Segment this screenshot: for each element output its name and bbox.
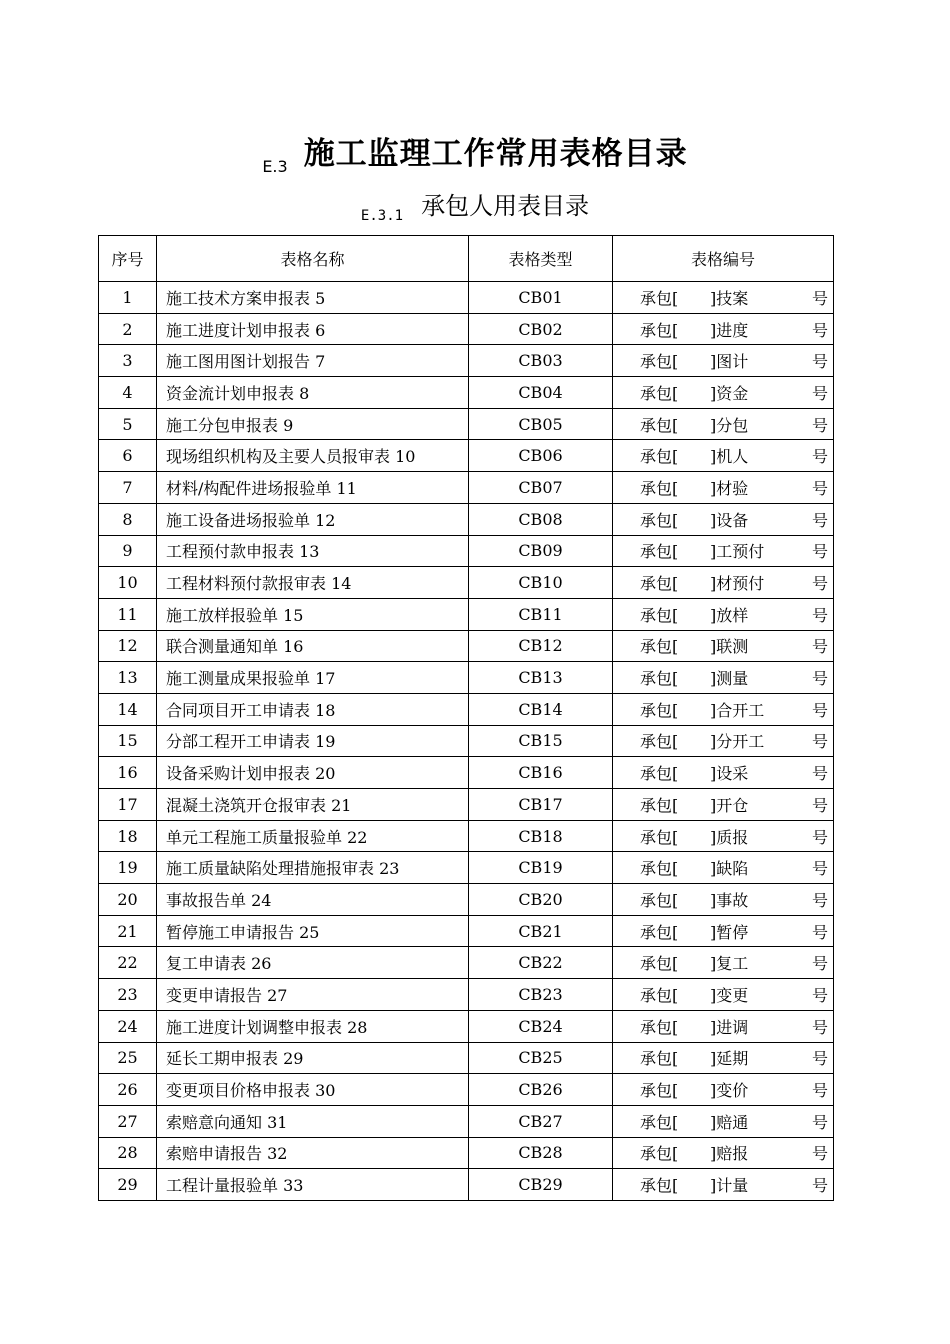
- code-suffix: 号: [811, 890, 828, 910]
- row-index: 14: [99, 693, 157, 725]
- code-suffix: 号: [811, 1081, 828, 1101]
- code-prefix: 承包[: [640, 1049, 679, 1069]
- code-prefix: 承包[: [640, 383, 679, 403]
- row-form-type: CB14: [469, 693, 613, 725]
- row-form-type: CB15: [469, 725, 613, 757]
- row-index: 22: [99, 947, 157, 979]
- row-form-code: [613, 1010, 834, 1042]
- row-form-type: CB24: [469, 1010, 613, 1042]
- code-abbr: ]质报: [710, 827, 749, 847]
- row-form-name: 暂停施工申请报告 25: [157, 915, 469, 947]
- row-form-name: 施工进度计划调整申报表 28: [157, 1010, 469, 1042]
- row-form-name: 变更申请报告 27: [157, 979, 469, 1011]
- row-index: 2: [99, 313, 157, 345]
- code-suffix: 号: [811, 985, 828, 1005]
- subtitle-section-number: E.3.1: [360, 208, 404, 224]
- code-prefix: 承包[: [640, 795, 679, 815]
- row-form-type: CB22: [469, 947, 613, 979]
- row-index: 5: [99, 408, 157, 440]
- row-form-name: 变更项目价格申报表 30: [157, 1074, 469, 1106]
- code-prefix: 承包[: [640, 288, 679, 308]
- table-row: [99, 789, 834, 821]
- row-form-name: 单元工程施工质量报验单 22: [157, 820, 469, 852]
- table-row: [99, 725, 834, 757]
- title-section-number: E.3: [262, 157, 288, 176]
- row-form-code: [613, 472, 834, 504]
- row-form-type: CB17: [469, 789, 613, 821]
- code-abbr: ]计量: [710, 1176, 749, 1196]
- row-form-code: [613, 1074, 834, 1106]
- row-form-code: [613, 947, 834, 979]
- code-suffix: 号: [811, 415, 828, 435]
- table-row: [99, 472, 834, 504]
- row-form-code: [613, 377, 834, 409]
- code-suffix: 号: [811, 859, 828, 879]
- row-form-name: 材料/构配件进场报验单 11: [157, 472, 469, 504]
- code-abbr: ]材预付: [710, 574, 765, 594]
- row-form-type: CB03: [469, 345, 613, 377]
- code-abbr: ]事故: [710, 890, 749, 910]
- row-form-code: [613, 408, 834, 440]
- row-form-name: 事故报告单 24: [157, 884, 469, 916]
- row-form-name: 工程预付款申报表 13: [157, 535, 469, 567]
- row-form-code: [613, 1169, 834, 1201]
- table-row: [99, 345, 834, 377]
- row-index: 20: [99, 884, 157, 916]
- table-row: [99, 979, 834, 1011]
- row-form-code: [613, 1105, 834, 1137]
- row-form-name: 施工质量缺陷处理措施报审表 23: [157, 852, 469, 884]
- code-suffix: 号: [811, 320, 828, 340]
- row-index: 4: [99, 377, 157, 409]
- row-index: 21: [99, 915, 157, 947]
- row-form-type: CB21: [469, 915, 613, 947]
- code-abbr: ]复工: [710, 954, 749, 974]
- code-suffix: 号: [811, 764, 828, 784]
- row-form-code: [613, 313, 834, 345]
- row-form-type: CB06: [469, 440, 613, 472]
- row-form-code: [613, 535, 834, 567]
- code-abbr: ]延期: [710, 1049, 749, 1069]
- row-form-name: 现场组织机构及主要人员报审表 10: [157, 440, 469, 472]
- row-form-name: 索赔意向通知 31: [157, 1105, 469, 1137]
- code-prefix: 承包[: [640, 542, 679, 562]
- row-form-type: CB13: [469, 662, 613, 694]
- code-abbr: ]材验: [710, 478, 749, 498]
- code-prefix: 承包[: [640, 1017, 679, 1037]
- header-form-code: 表格编号: [613, 236, 834, 282]
- row-form-name: 施工设备进场报验单 12: [157, 503, 469, 535]
- row-form-name: 施工放样报验单 15: [157, 598, 469, 630]
- table-row: [99, 1074, 834, 1106]
- section-subtitle: [0, 186, 950, 224]
- row-form-name: 资金流计划申报表 8: [157, 377, 469, 409]
- row-form-type: CB25: [469, 1042, 613, 1074]
- table-row: [99, 693, 834, 725]
- row-form-name: 合同项目开工申请表 18: [157, 693, 469, 725]
- code-prefix: 承包[: [640, 700, 679, 720]
- row-form-type: CB04: [469, 377, 613, 409]
- code-prefix: 承包[: [640, 447, 679, 467]
- row-form-code: [613, 915, 834, 947]
- code-prefix: 承包[: [640, 890, 679, 910]
- row-form-name: 施工进度计划申报表 6: [157, 313, 469, 345]
- row-index: 11: [99, 598, 157, 630]
- row-index: 7: [99, 472, 157, 504]
- code-prefix: 承包[: [640, 859, 679, 879]
- row-form-code: [613, 757, 834, 789]
- code-suffix: 号: [811, 1049, 828, 1069]
- code-suffix: 号: [811, 795, 828, 815]
- code-suffix: 号: [811, 669, 828, 689]
- row-form-type: CB01: [469, 282, 613, 314]
- code-abbr: ]技案: [710, 288, 749, 308]
- row-form-type: CB12: [469, 630, 613, 662]
- row-index: 24: [99, 1010, 157, 1042]
- row-form-type: CB23: [469, 979, 613, 1011]
- row-form-name: 工程材料预付款报审表 14: [157, 567, 469, 599]
- code-prefix: 承包[: [640, 605, 679, 625]
- row-index: 10: [99, 567, 157, 599]
- row-index: 1: [99, 282, 157, 314]
- table-row: [99, 408, 834, 440]
- table-row: [99, 820, 834, 852]
- row-form-type: CB10: [469, 567, 613, 599]
- row-index: 26: [99, 1074, 157, 1106]
- code-prefix: 承包[: [640, 510, 679, 530]
- code-abbr: ]进度: [710, 320, 749, 340]
- row-form-name: 索赔申请报告 32: [157, 1137, 469, 1169]
- code-suffix: 号: [811, 637, 828, 657]
- row-form-type: CB16: [469, 757, 613, 789]
- code-abbr: ]变更: [710, 985, 749, 1005]
- row-form-type: CB07: [469, 472, 613, 504]
- code-prefix: 承包[: [640, 764, 679, 784]
- table-row: [99, 440, 834, 472]
- code-abbr: ]测量: [710, 669, 749, 689]
- row-form-name: 施工技术方案申报表 5: [157, 282, 469, 314]
- code-suffix: 号: [811, 922, 828, 942]
- row-form-name: 联合测量通知单 16: [157, 630, 469, 662]
- row-form-type: CB18: [469, 820, 613, 852]
- code-abbr: ]合开工: [710, 700, 765, 720]
- row-form-name: 施工图用图计划报告 7: [157, 345, 469, 377]
- code-prefix: 承包[: [640, 985, 679, 1005]
- row-form-code: [613, 345, 834, 377]
- code-prefix: 承包[: [640, 922, 679, 942]
- row-form-name: 混凝土浇筑开仓报审表 21: [157, 789, 469, 821]
- code-suffix: 号: [811, 732, 828, 752]
- table-row: [99, 313, 834, 345]
- row-form-code: [613, 852, 834, 884]
- row-index: 23: [99, 979, 157, 1011]
- row-index: 25: [99, 1042, 157, 1074]
- code-abbr: ]分包: [710, 415, 749, 435]
- code-abbr: ]设采: [710, 764, 749, 784]
- header-form-type: 表格类型: [469, 236, 613, 282]
- code-abbr: ]联测: [710, 637, 749, 657]
- table-row: [99, 630, 834, 662]
- subtitle-text: 承包人用表目录: [421, 192, 590, 220]
- code-abbr: ]放样: [710, 605, 749, 625]
- row-form-code: [613, 567, 834, 599]
- code-prefix: 承包[: [640, 1112, 679, 1132]
- row-form-code: [613, 503, 834, 535]
- row-form-name: 施工分包申报表 9: [157, 408, 469, 440]
- code-suffix: 号: [811, 478, 828, 498]
- code-suffix: 号: [811, 954, 828, 974]
- row-form-type: CB29: [469, 1169, 613, 1201]
- row-form-type: CB08: [469, 503, 613, 535]
- code-suffix: 号: [811, 1176, 828, 1196]
- row-form-code: [613, 282, 834, 314]
- table-row: [99, 503, 834, 535]
- table-row: [99, 852, 834, 884]
- code-prefix: 承包[: [640, 320, 679, 340]
- code-suffix: 号: [811, 542, 828, 562]
- code-abbr: ]赔通: [710, 1112, 749, 1132]
- row-form-type: CB28: [469, 1137, 613, 1169]
- row-index: 19: [99, 852, 157, 884]
- code-suffix: 号: [811, 1112, 828, 1132]
- row-index: 28: [99, 1137, 157, 1169]
- title-text: 施工监理工作常用表格目录: [303, 136, 688, 172]
- header-form-name: 表格名称: [157, 236, 469, 282]
- table-row: [99, 947, 834, 979]
- code-prefix: 承包[: [640, 415, 679, 435]
- row-form-type: CB19: [469, 852, 613, 884]
- row-form-code: [613, 440, 834, 472]
- table-row: [99, 1137, 834, 1169]
- header-index: 序号: [99, 236, 157, 282]
- table-header-row: [99, 236, 834, 282]
- row-index: 8: [99, 503, 157, 535]
- row-form-code: [613, 789, 834, 821]
- table-row: [99, 757, 834, 789]
- row-form-code: [613, 1042, 834, 1074]
- code-prefix: 承包[: [640, 954, 679, 974]
- table-row: [99, 1169, 834, 1201]
- code-abbr: ]图计: [710, 352, 749, 372]
- row-index: 27: [99, 1105, 157, 1137]
- code-abbr: ]赔报: [710, 1144, 749, 1164]
- row-form-code: [613, 725, 834, 757]
- row-form-type: CB11: [469, 598, 613, 630]
- row-form-code: [613, 884, 834, 916]
- code-suffix: 号: [811, 510, 828, 530]
- code-suffix: 号: [811, 447, 828, 467]
- code-suffix: 号: [811, 700, 828, 720]
- code-prefix: 承包[: [640, 352, 679, 372]
- table-row: [99, 535, 834, 567]
- code-suffix: 号: [811, 288, 828, 308]
- row-index: 16: [99, 757, 157, 789]
- row-form-type: CB05: [469, 408, 613, 440]
- row-index: 13: [99, 662, 157, 694]
- code-prefix: 承包[: [640, 637, 679, 657]
- row-form-code: [613, 693, 834, 725]
- code-prefix: 承包[: [640, 1144, 679, 1164]
- code-abbr: ]变价: [710, 1081, 749, 1101]
- row-form-code: [613, 598, 834, 630]
- code-prefix: 承包[: [640, 732, 679, 752]
- table-row: [99, 567, 834, 599]
- code-abbr: ]机人: [710, 447, 749, 467]
- row-index: 18: [99, 820, 157, 852]
- row-index: 12: [99, 630, 157, 662]
- code-suffix: 号: [811, 574, 828, 594]
- row-form-type: CB09: [469, 535, 613, 567]
- row-index: 6: [99, 440, 157, 472]
- row-index: 15: [99, 725, 157, 757]
- row-index: 29: [99, 1169, 157, 1201]
- code-prefix: 承包[: [640, 669, 679, 689]
- code-prefix: 承包[: [640, 478, 679, 498]
- row-form-name: 工程计量报验单 33: [157, 1169, 469, 1201]
- row-form-code: [613, 979, 834, 1011]
- code-abbr: ]进调: [710, 1017, 749, 1037]
- row-form-name: 复工申请表 26: [157, 947, 469, 979]
- row-index: 17: [99, 789, 157, 821]
- row-form-name: 延长工期申报表 29: [157, 1042, 469, 1074]
- code-suffix: 号: [811, 352, 828, 372]
- row-form-name: 施工测量成果报验单 17: [157, 662, 469, 694]
- code-prefix: 承包[: [640, 1081, 679, 1101]
- table-row: [99, 282, 834, 314]
- table-row: [99, 884, 834, 916]
- table-row: [99, 377, 834, 409]
- code-abbr: ]缺陷: [710, 859, 749, 879]
- row-form-type: CB02: [469, 313, 613, 345]
- table-row: [99, 1010, 834, 1042]
- code-suffix: 号: [811, 383, 828, 403]
- row-index: 3: [99, 345, 157, 377]
- row-index: 9: [99, 535, 157, 567]
- code-prefix: 承包[: [640, 827, 679, 847]
- row-form-type: CB27: [469, 1105, 613, 1137]
- table-row: [99, 1105, 834, 1137]
- code-abbr: ]资金: [710, 383, 749, 403]
- code-abbr: ]开仓: [710, 795, 749, 815]
- code-abbr: ]设备: [710, 510, 749, 530]
- code-abbr: ]分开工: [710, 732, 765, 752]
- code-suffix: 号: [811, 1144, 828, 1164]
- table-row: [99, 915, 834, 947]
- row-form-code: [613, 630, 834, 662]
- table-row: [99, 662, 834, 694]
- code-prefix: 承包[: [640, 574, 679, 594]
- row-form-code: [613, 662, 834, 694]
- form-catalog-table: [98, 235, 834, 1201]
- table-row: [99, 1042, 834, 1074]
- row-form-type: CB20: [469, 884, 613, 916]
- row-form-type: CB26: [469, 1074, 613, 1106]
- row-form-name: 分部工程开工申请表 19: [157, 725, 469, 757]
- code-prefix: 承包[: [640, 1176, 679, 1196]
- code-suffix: 号: [811, 605, 828, 625]
- code-abbr: ]工预付: [710, 542, 765, 562]
- row-form-name: 设备采购计划申报表 20: [157, 757, 469, 789]
- row-form-code: [613, 1137, 834, 1169]
- row-form-code: [613, 820, 834, 852]
- code-suffix: 号: [811, 827, 828, 847]
- code-suffix: 号: [811, 1017, 828, 1037]
- table-row: [99, 598, 834, 630]
- code-abbr: ]暂停: [710, 922, 749, 942]
- page-title: [0, 128, 950, 176]
